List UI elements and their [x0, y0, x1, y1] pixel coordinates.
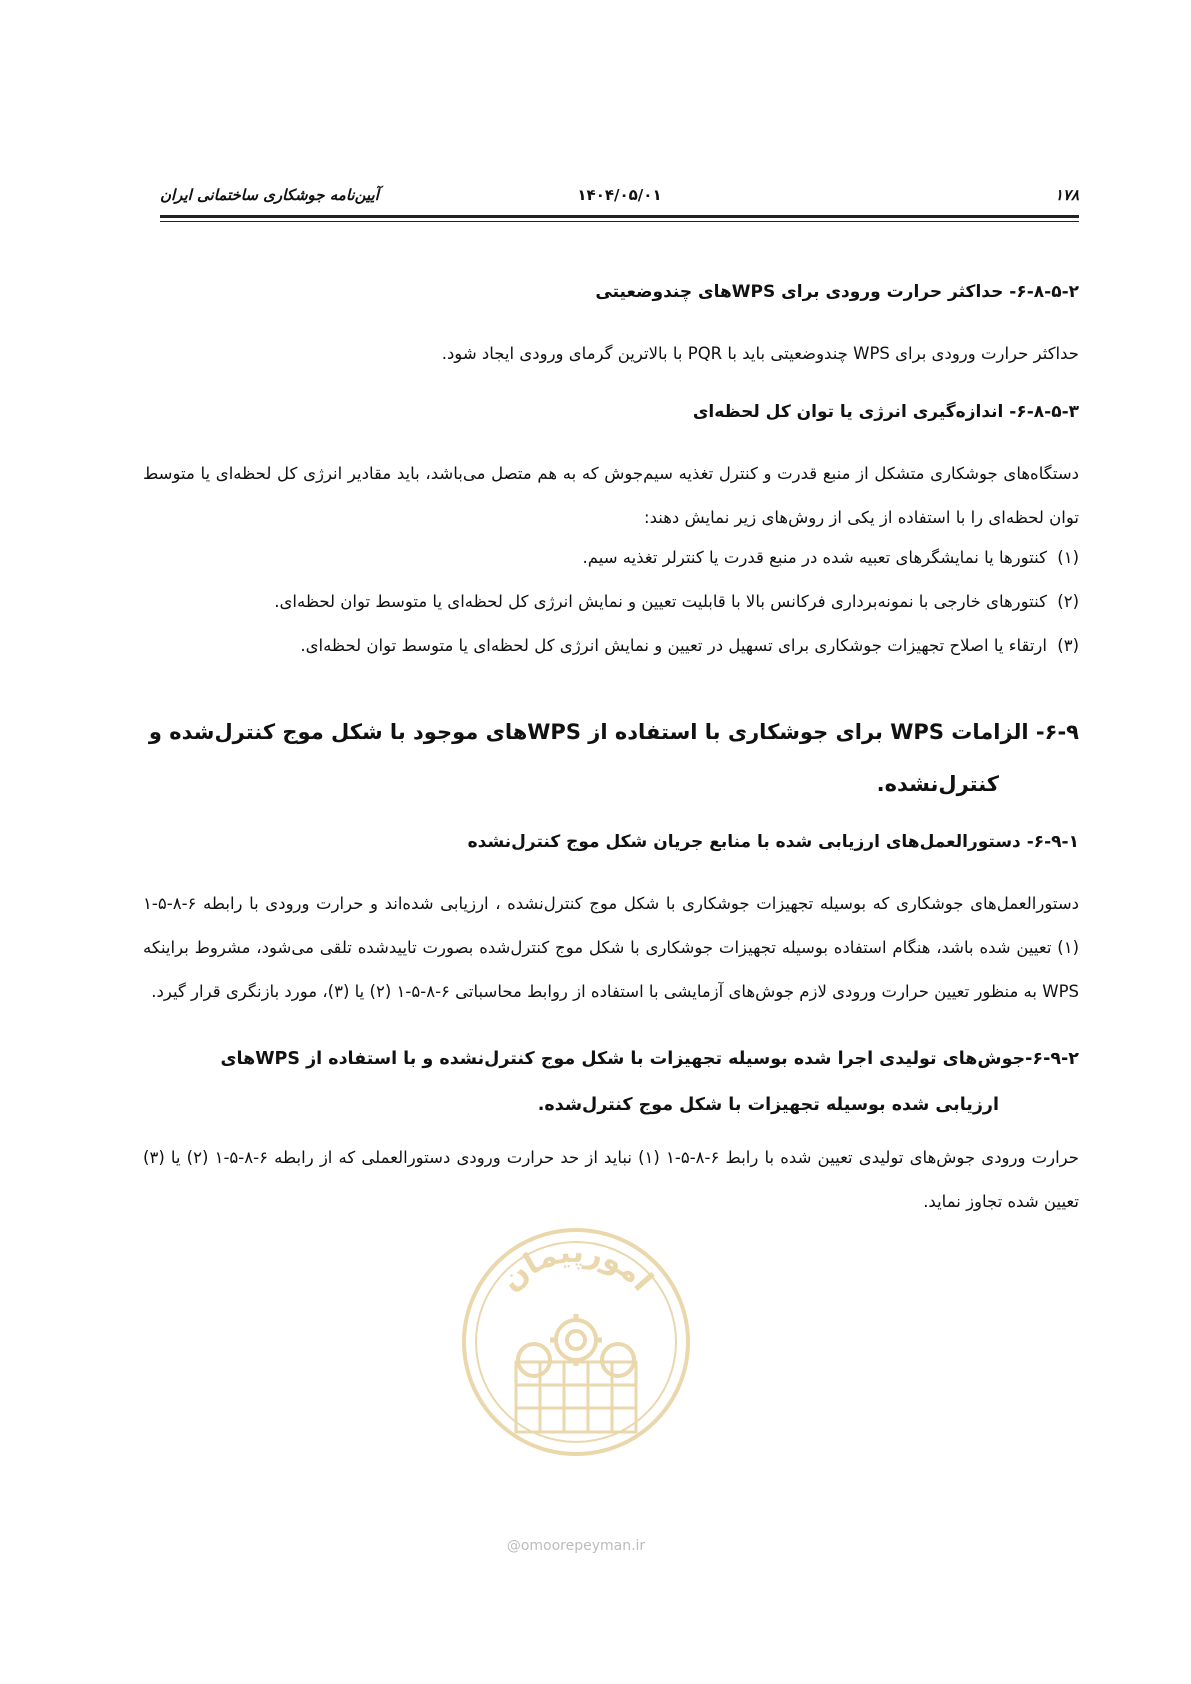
section-heading-6-9-2-line2: ارزیابی شده بوسیله تجهیزات با شکل موج کنترل‌شده. — [537, 1095, 999, 1115]
list-item-number: (۳) — [1057, 636, 1079, 655]
running-header — [160, 186, 1079, 212]
list-item — [143, 580, 1079, 624]
section-body-6-9-1: دستورالعمل‌های جوشکاری که بوسیله تجهیزات جوشکاری با شکل موج کنترل‌نشده ، ارزیابی شده‌اند و حرارت ورودی با رابطه ۶-۸-۵-۱ (۱) تعیین شده باشد، هنگام استفاده بوسیله تجهیزات جوشکاری با شکل موج کنترل‌شده بصورت تاییدشده تلقی می‌شود، مشروط براینکه WPS به منظور تعیین حرارت ورودی لازم جوش‌های آزمایشی با استفاده از روابط محاسباتی ۶-۸-۵-۱ (۲) یا (۳)، مورد بازنگری قرار گیرد. — [143, 894, 1079, 1001]
book-title: آیین‌نامه جوشکاری ساختمانی ایران — [160, 186, 379, 204]
section-heading-6-9-2-line1: ۶-۹-۲-جوش‌های تولیدی اجرا شده بوسیله تجهیزات با شکل موج کنترل‌نشده و با استفاده از WPSهای — [220, 1049, 1079, 1069]
header-date: ۱۴۰۴/۰۵/۰۱ — [577, 186, 662, 204]
section-heading-6-9 — [143, 706, 1079, 810]
main-content — [143, 278, 1079, 1246]
page-number: ۱۷۸ — [1054, 186, 1079, 204]
watermark-seal-icon — [456, 1222, 696, 1462]
list-item-text: ارتقاء یا اصلاح تجهیزات جوشکاری برای تسهیل در تعیین و نمایش انرژی کل لحظه‌ای یا متوسط توان لحظه‌ای. — [300, 636, 1047, 655]
section-body-6-9-2: حرارت ورودی جوش‌های تولیدی تعیین شده با رابط ۶-۸-۵-۱ (۱) نباید از حد حرارت ورودی دستورالعملی که از رابطه ۶-۸-۵-۱ (۲) یا (۳) تعیین شده تجاوز نماید. — [143, 1148, 1079, 1211]
list-item — [143, 624, 1079, 668]
section-heading-6-8-5-3: ۶-۸-۵-۳- اندازه‌گیری انرژی یا توان کل لحظه‌ای — [692, 402, 1079, 422]
section-heading-6-9-line1: ۶-۹- الزامات WPS برای جوشکاری با استفاده از WPSهای موجود با شکل موج کنترل‌شده و — [148, 720, 1079, 744]
section-body-6-8-5-3: دستگاه‌های جوشکاری متشکل از منبع قدرت و کنترل تغذیه سیم‌جوش که به هم متصل می‌باشد، باید مقادیر انرژی کل لحظه‌ای یا متوسط توان لحظه‌ای را با استفاده از یکی از روش‌های زیر نمایش دهند: — [143, 464, 1079, 527]
watermark-url: @omoorepeyman.ir — [506, 1538, 646, 1554]
section-heading-6-9-line2: کنترل‌نشده. — [876, 772, 999, 796]
watermark-logo-text: امورپیمان — [493, 1234, 660, 1299]
header-rule-thick — [160, 215, 1079, 218]
header-rule-thin — [160, 221, 1079, 222]
list-item-number: (۱) — [1057, 548, 1079, 567]
list-item-text: کنتورهای خارجی با نمونه‌برداری فرکانس بالا با قابلیت تعیین و نمایش انرژی کل لحظه‌ای یا متوسط توان لحظه‌ای. — [274, 592, 1047, 611]
list-item-text: کنتورها یا نمایشگرهای تعبیه شده در منبع قدرت یا کنترلر تغذیه سیم. — [582, 548, 1047, 567]
watermark-logo — [456, 1222, 696, 1462]
section-heading-6-9-2 — [143, 1036, 1079, 1128]
method-list — [143, 536, 1079, 668]
list-item — [143, 536, 1079, 580]
section-heading-6-9-1: ۶-۹-۱- دستورالعمل‌های ارزیابی شده با منابع جریان شکل موج کنترل‌نشده — [467, 832, 1079, 852]
section-heading-6-8-5-2: ۶-۸-۵-۲- حداکثر حرارت ورودی برای WPSهای چندوضعیتی — [595, 282, 1079, 302]
section-body-6-8-5-2: حداکثر حرارت ورودی برای WPS چندوضعیتی باید با PQR با بالاترین گرمای ورودی ایجاد شود. — [441, 344, 1079, 363]
list-item-number: (۲) — [1057, 592, 1079, 611]
